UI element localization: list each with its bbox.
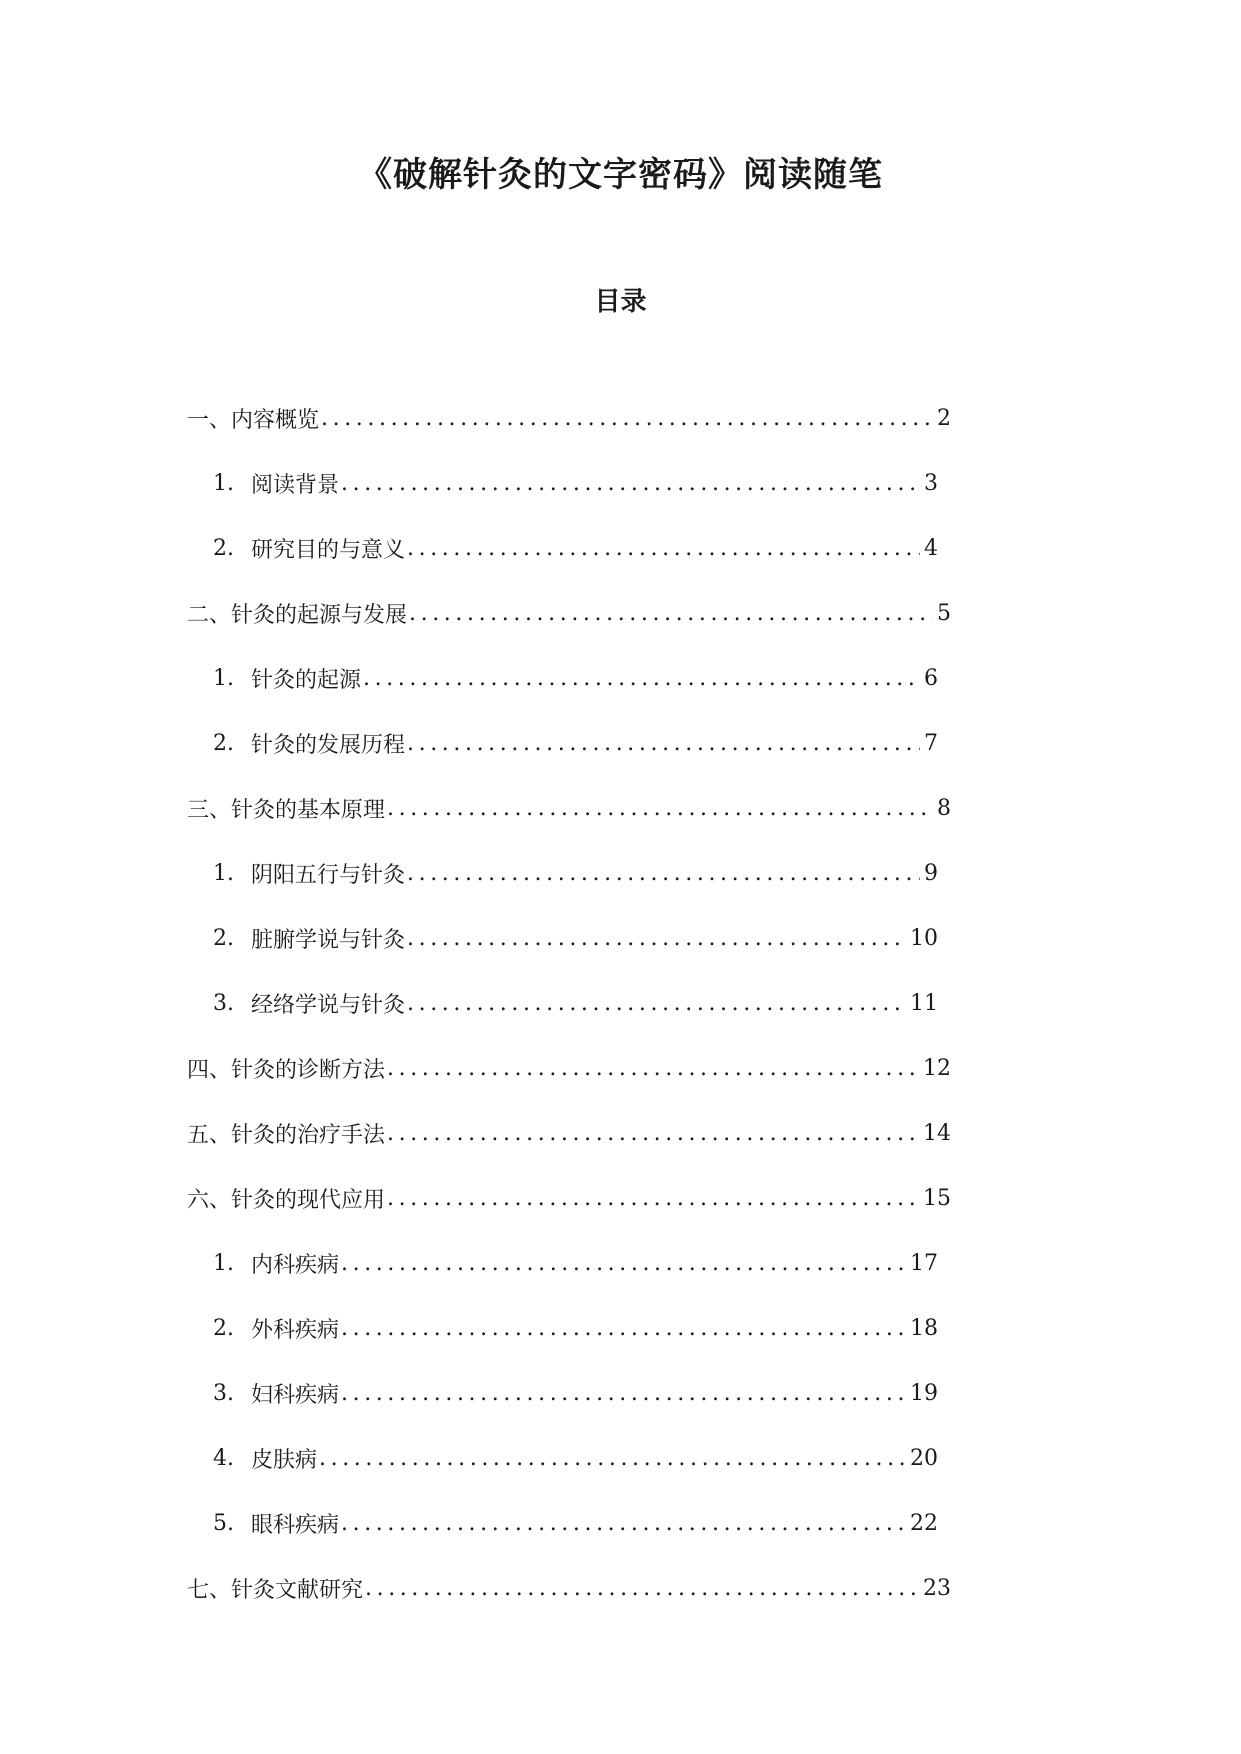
toc-entry[interactable] <box>0 841 938 906</box>
toc-entry[interactable] <box>0 386 951 451</box>
toc-dot-leader <box>319 1446 906 1471</box>
toc-entry[interactable] <box>0 581 951 646</box>
toc-entry[interactable] <box>0 1426 938 1491</box>
toc-page-number: 17 <box>910 1251 938 1276</box>
toc-dot-leader <box>341 1316 906 1341</box>
toc-entry[interactable] <box>0 1231 938 1296</box>
toc-dot-leader <box>407 861 920 886</box>
toc-entry-label: 四、针灸的诊断方法 <box>187 1058 386 1083</box>
toc-dot-leader <box>407 731 920 756</box>
toc-entry-number: 2. <box>213 731 234 756</box>
toc-entry-label: 针灸的起源 <box>251 668 362 693</box>
toc-dot-leader <box>341 1251 906 1276</box>
toc-entry-label: 眼科疾病 <box>251 1513 340 1538</box>
toc-entry-number: 4. <box>213 1446 234 1471</box>
toc-entry-number: 1. <box>213 471 234 496</box>
toc-entry[interactable] <box>0 1101 951 1166</box>
toc-dot-leader <box>387 796 933 821</box>
toc-entry[interactable] <box>0 1166 951 1231</box>
table-of-contents <box>0 386 1241 1621</box>
toc-dot-leader <box>387 1056 919 1081</box>
document-title: 《破解针灸的文字密码》阅读随笔 <box>358 155 883 195</box>
toc-page-number: 9 <box>924 861 938 886</box>
toc-entry-label: 内科疾病 <box>251 1253 340 1278</box>
toc-dot-leader <box>341 1381 906 1406</box>
toc-entry-label: 针灸的发展历程 <box>251 733 406 758</box>
toc-entry[interactable] <box>0 906 938 971</box>
toc-entry[interactable] <box>0 1296 938 1361</box>
toc-entry[interactable] <box>0 646 938 711</box>
toc-page-number: 14 <box>923 1121 951 1146</box>
toc-entry-number: 1. <box>213 1251 234 1276</box>
toc-entry[interactable] <box>0 516 938 581</box>
toc-entry[interactable] <box>0 776 951 841</box>
toc-dot-leader <box>365 1576 919 1601</box>
toc-page-number: 12 <box>923 1056 951 1081</box>
toc-entry-number: 2. <box>213 536 234 561</box>
toc-page-number: 10 <box>910 926 938 951</box>
toc-entry-number: 1. <box>213 861 234 886</box>
toc-entry-label: 一、内容概览 <box>187 408 320 433</box>
toc-page-number: 6 <box>924 666 938 691</box>
toc-entry-label: 七、针灸文献研究 <box>187 1578 364 1603</box>
toc-dot-leader <box>409 601 933 626</box>
toc-entry-label: 二、针灸的起源与发展 <box>187 603 408 628</box>
toc-entry-label: 脏腑学说与针灸 <box>251 928 406 953</box>
toc-page-number: 22 <box>910 1511 938 1536</box>
toc-entry-label: 外科疾病 <box>251 1318 340 1343</box>
toc-entry-number: 5. <box>213 1511 234 1536</box>
toc-page-number: 4 <box>924 536 938 561</box>
toc-page-number: 11 <box>910 991 938 1016</box>
toc-entry-label: 经络学说与针灸 <box>251 993 406 1018</box>
toc-dot-leader <box>321 406 933 431</box>
toc-dot-leader <box>387 1121 919 1146</box>
toc-entry-label: 六、针灸的现代应用 <box>187 1188 386 1213</box>
toc-page-number: 15 <box>923 1186 951 1211</box>
toc-page-number: 18 <box>910 1316 938 1341</box>
toc-heading: 目录 <box>594 287 647 317</box>
toc-entry-label: 研究目的与意义 <box>251 538 406 563</box>
toc-entry-number: 2. <box>213 926 234 951</box>
toc-page-number: 23 <box>923 1576 951 1601</box>
toc-dot-leader <box>341 471 920 496</box>
toc-page-number: 2 <box>937 406 951 431</box>
toc-entry-label: 三、针灸的基本原理 <box>187 798 386 823</box>
toc-dot-leader <box>407 536 920 561</box>
toc-entry-number: 2. <box>213 1316 234 1341</box>
toc-page-number: 8 <box>937 796 951 821</box>
toc-entry-label: 阅读背景 <box>251 473 340 498</box>
toc-entry-number: 3. <box>213 1381 234 1406</box>
toc-dot-leader <box>407 991 906 1016</box>
toc-dot-leader <box>407 926 906 951</box>
toc-page-number: 20 <box>910 1446 938 1471</box>
toc-entry[interactable] <box>0 451 938 516</box>
toc-entry-number: 3. <box>213 991 234 1016</box>
toc-entry[interactable] <box>0 1491 938 1556</box>
toc-entry[interactable] <box>0 1036 951 1101</box>
toc-entry[interactable] <box>0 1556 951 1621</box>
toc-dot-leader <box>387 1186 919 1211</box>
toc-page-number: 19 <box>910 1381 938 1406</box>
toc-page-number: 5 <box>937 601 951 626</box>
toc-entry-label: 妇科疾病 <box>251 1383 340 1408</box>
toc-dot-leader <box>363 666 920 691</box>
toc-dot-leader <box>341 1511 906 1536</box>
toc-entry[interactable] <box>0 971 938 1036</box>
toc-page-number: 3 <box>924 471 938 496</box>
toc-page-number: 7 <box>924 731 938 756</box>
toc-entry-number: 1. <box>213 666 234 691</box>
toc-entry-label: 阴阳五行与针灸 <box>251 863 406 888</box>
toc-entry-label: 五、针灸的治疗手法 <box>187 1123 386 1148</box>
toc-entry-label: 皮肤病 <box>251 1448 318 1473</box>
toc-entry[interactable] <box>0 711 938 776</box>
toc-entry[interactable] <box>0 1361 938 1426</box>
